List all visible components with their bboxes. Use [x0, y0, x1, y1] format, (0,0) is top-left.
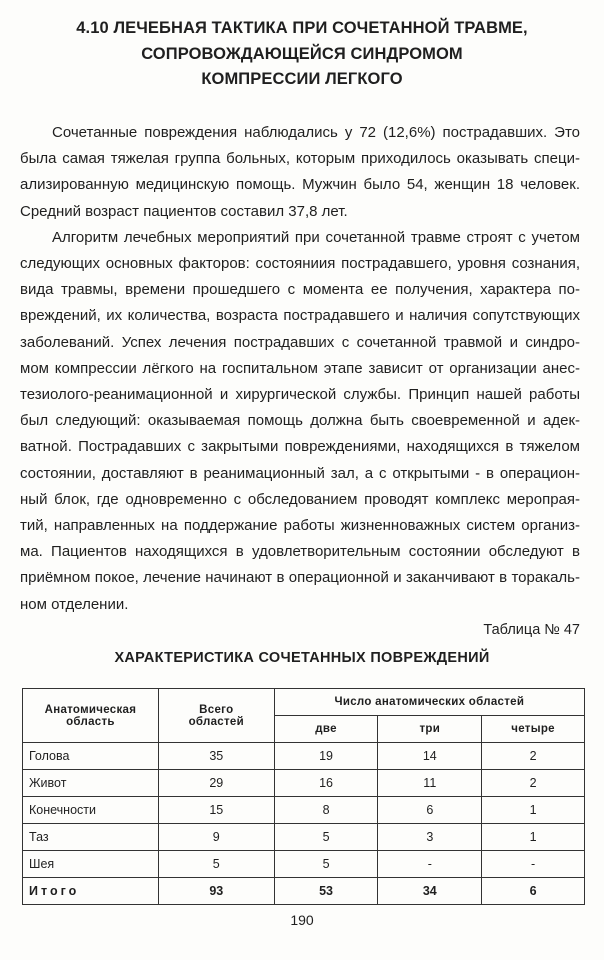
- total-two: 53: [274, 878, 378, 905]
- paragraph: [20, 225, 580, 618]
- table-row: [23, 743, 585, 770]
- cell-total: 5: [158, 851, 274, 878]
- cell-three: 14: [378, 743, 482, 770]
- table-total-row: [23, 878, 585, 905]
- text-line: следующих основных факторов: состояниия пострадавшего, уровня сознания,: [20, 255, 580, 273]
- text-line: Сочетанные повреждения наблюдались у 72 (12,6%) пострадавших. Это: [52, 124, 580, 141]
- body-text: [20, 120, 580, 618]
- text-line: приёмном покое, лечение начинают в операционной и заканчивают в торакаль-: [20, 569, 580, 587]
- header-group: Число анатомических областей: [274, 689, 584, 716]
- text-line: ма. Пациентов находящихся в удовлетворительным состоянии обследуют в: [20, 543, 580, 561]
- text-line: был следующий: оказываемая помощь должна быть своевременной и адек-: [20, 412, 580, 430]
- total-total: 93: [158, 878, 274, 905]
- cell-three: 3: [378, 824, 482, 851]
- table-header-row: [23, 689, 585, 716]
- cell-three: -: [378, 851, 482, 878]
- cell-four: 1: [482, 824, 585, 851]
- text-line: Алгоритм лечебных мероприятий при сочетанной травме строят с учетом: [52, 228, 580, 246]
- text-line: ализированную медицинскую помощь. Мужчин было 54, женщин 18 человек.: [20, 176, 580, 194]
- header-three: три: [378, 716, 482, 743]
- heading-line: КОМПРЕССИИ ЛЕГКОГО: [201, 70, 403, 88]
- heading-line: СОПРОВОЖДАЮЩЕЙСЯ СИНДРОМОМ: [141, 44, 463, 63]
- text-line: Средний возраст пациентов составил 37,8 лет.: [20, 202, 348, 220]
- text-line: вида травмы, времени прошедшего с момента ее получения, характера по-: [20, 281, 580, 299]
- cell-total: 29: [158, 770, 274, 797]
- cell-total: 35: [158, 743, 274, 770]
- paragraph: [20, 120, 580, 225]
- table-title: ХАРАКТЕРИСТИКА СОЧЕТАННЫХ ПОВРЕЖДЕНИЙ: [114, 650, 490, 666]
- page-number: 190: [290, 912, 314, 928]
- injuries-table: [22, 688, 585, 905]
- table-row: [23, 770, 585, 797]
- cell-total: 9: [158, 824, 274, 851]
- text-line: ный блок, где одновременно с обследованием проводят комплекс меропрая-: [20, 490, 580, 508]
- table-row: [23, 824, 585, 851]
- text-line: вреждений, их количества, возраста пострадавшего и наличия сопутствующих: [20, 307, 580, 325]
- cell-four: 2: [482, 770, 585, 797]
- text-line: заболеваний. Успех лечения пострадавших с сочетанной травмой и синдро-: [20, 333, 580, 351]
- header-total: Всего областей: [158, 689, 274, 743]
- cell-four: 2: [482, 743, 585, 770]
- table-row: [23, 851, 585, 878]
- cell-three: 11: [378, 770, 482, 797]
- text-line: мом компрессии лёгкого на госпитальном этапе зависит от организации анес-: [20, 359, 580, 377]
- cell-two: 16: [274, 770, 378, 797]
- cell-total: 15: [158, 797, 274, 824]
- cell-area: Конечности: [23, 797, 159, 824]
- total-four: 6: [482, 878, 585, 905]
- text-line: была самая тяжелая группа больных, которым приходилось оказывать специ-: [20, 150, 580, 168]
- text-line: ватной. Пострадавших с закрытыми повреждениями, находящихся в тяжелом: [20, 438, 580, 456]
- text-line: состоянии, доставляют в реанимационный зал, а с открытыми - в операцион-: [20, 464, 580, 482]
- cell-area: Голова: [23, 743, 159, 770]
- cell-area: Шея: [23, 851, 159, 878]
- text-line: ном отделении.: [20, 595, 129, 613]
- section-heading: [60, 16, 544, 93]
- cell-two: 5: [274, 824, 378, 851]
- total-three: 34: [378, 878, 482, 905]
- total-label: Итого: [23, 878, 159, 905]
- cell-four: -: [482, 851, 585, 878]
- header-four: четыре: [482, 716, 585, 743]
- text-line: тезиолого-реанимационной и хирургической службы. Принцип нашей работы: [20, 386, 580, 404]
- cell-four: 1: [482, 797, 585, 824]
- text-line: тий, направленных на поддержание работы жизненноважных систем организ-: [20, 517, 580, 535]
- cell-three: 6: [378, 797, 482, 824]
- header-area: Анатомическая область: [23, 689, 159, 743]
- header-two: две: [274, 716, 378, 743]
- table-number-label: Таблица № 47: [483, 622, 580, 638]
- heading-line: 4.10 ЛЕЧЕБНАЯ ТАКТИКА ПРИ СОЧЕТАННОЙ ТРАВМЕ,: [76, 19, 528, 37]
- cell-two: 8: [274, 797, 378, 824]
- table-row: [23, 797, 585, 824]
- cell-two: 5: [274, 851, 378, 878]
- cell-two: 19: [274, 743, 378, 770]
- cell-area: Живот: [23, 770, 159, 797]
- cell-area: Таз: [23, 824, 159, 851]
